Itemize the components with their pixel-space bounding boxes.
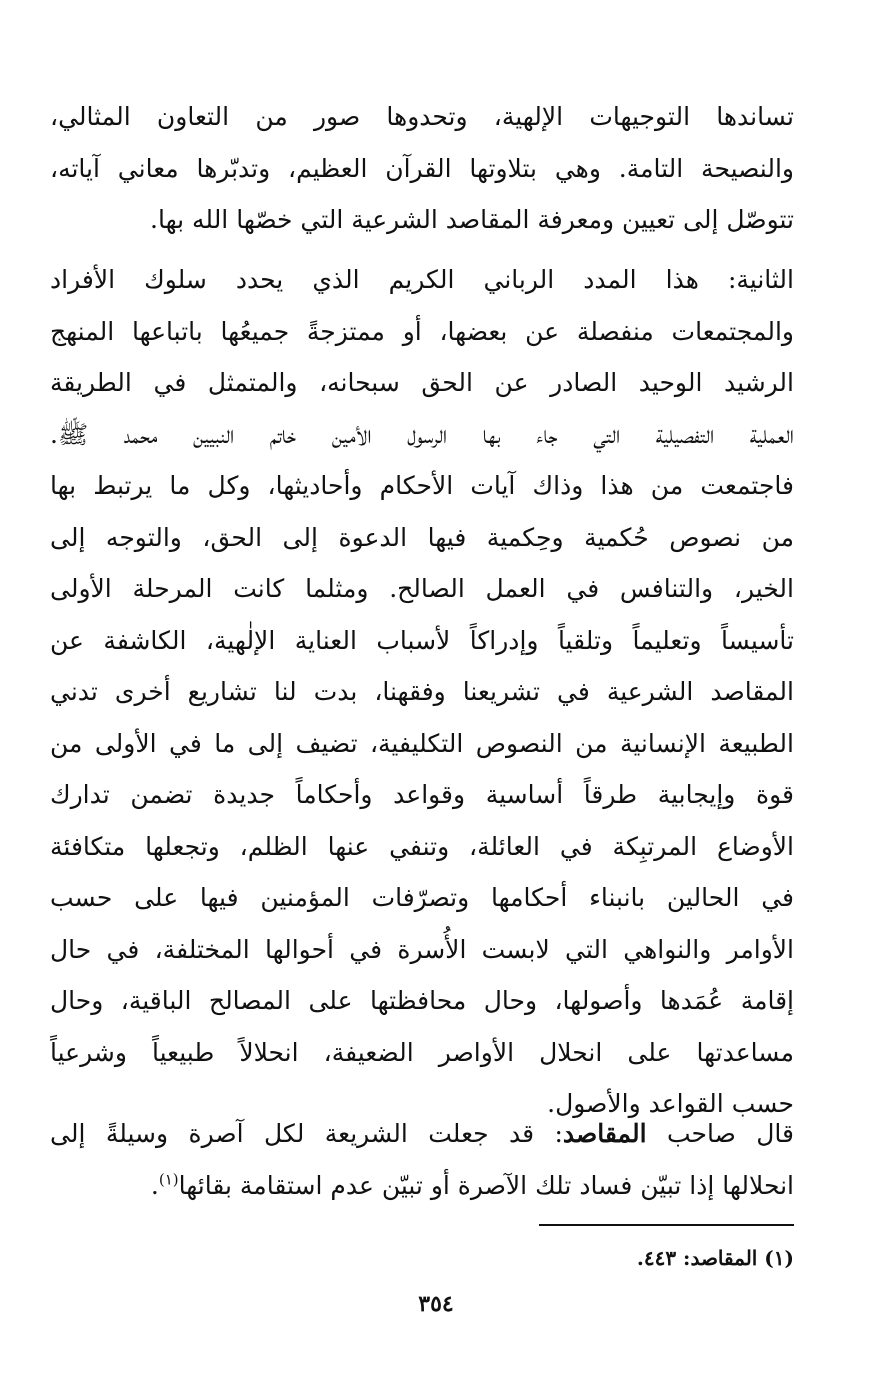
text-line: فاجتمعت من هذا وذاك آيات الأحكام وأحاديثها، وكل ما يرتبط بها (50, 471, 794, 500)
text-line: والنصيحة التامة. وهي بتلاوتها القرآن العظيم، وتدبّرها معاني آياته، (50, 153, 794, 183)
text-line: تتوصّل إلى تعيين ومعرفة المقاصد الشرعية التي خصّها الله بها. (150, 205, 794, 234)
book-title: المقاصد (562, 1119, 647, 1148)
text-line: الثانية: هذا المدد الرباني الكريم الذي يحدد سلوك الأفراد (50, 265, 794, 294)
text-line: والمجتمعات منفصلة عن بعضها، أو ممتزجةً جميعُها باتباعها المنهج (50, 316, 794, 346)
footnote-reference[interactable]: (١) (158, 1170, 179, 1189)
quote-intro: قال صاحب (646, 1119, 794, 1148)
text-line: قوة وإيجابية طرقاً أساسية وقواعد وأحكاماً جديدة تضمن تدارك (50, 780, 794, 809)
text-line (50, 1160, 794, 1212)
text-line: من نصوص حُكمية وحِكمية فيها الدعوة إلى الحق، والتوجه إلى (50, 522, 794, 552)
quote-end: . (150, 1170, 159, 1200)
text-line: المقاصد الشرعية في تشريعنا وفقهنا، بدت لنا تشاريع أخرى تدني (50, 677, 794, 706)
quote-text: : قد جعلت الشريعة لكل آصرة وسيلةً إلى (50, 1119, 563, 1148)
footnote-divider (539, 1224, 794, 1226)
paragraph-3 (50, 1108, 794, 1211)
footnote: (١) المقاصد: ٤٤٣. (636, 1246, 794, 1270)
text-line: إقامة عُمَدها وأصولها، وحال محافظتها على المصالح الباقية، وحال (50, 986, 794, 1015)
text-line: الأوضاع المرتبِكة في العائلة، وتنفي عنها الظلم، وتجعلها متكافئة (50, 831, 794, 861)
text-line: الأوامر والنواهي التي لابست الأُسرة في أحوالها المختلفة، في حال (50, 934, 794, 964)
text-line: حسب القواعد والأصول. (547, 1089, 794, 1118)
text-line: الخير، والتنافس في العمل الصالح. ومثلما كانت المرحلة الأولى (50, 574, 794, 603)
text-line: الرشيد الوحيد الصادر عن الحق سبحانه، والمتمثل في الطريقة (50, 368, 794, 397)
text-line: الطبيعة الإنسانية من النصوص التكليفية، تضيف إلى ما في الأولى من (50, 728, 794, 758)
text-line: العملية التفصيلية التي جاء بها الرسول الأمين خاتم النبيين محمد ﷺ. (50, 419, 794, 449)
page-number: ٣٥٤ (418, 1291, 454, 1317)
text-line: تساندها التوجيهات الإلهية، وتحدوها صور من التعاون المثالي، (50, 102, 794, 131)
quote-text: انحلالها إذا تبيّن فساد تلك الآصرة أو تبيّن عدم استقامة بقائها (178, 1170, 794, 1200)
text-line: تأسيساً وتعليماً وتلقياً وإدراكاً لأسباب العناية الإلٰهية، الكاشفة عن (50, 625, 794, 655)
paragraph-1 (50, 91, 794, 246)
text-line: في الحالين بانبناء أحكامها وتصرّفات المؤمنين فيها على حسب (50, 883, 794, 912)
paragraph-2 (50, 254, 794, 1130)
text-line (50, 1108, 794, 1160)
text-line: مساعدتها على انحلال الأواصر الضعيفة، انحلالاً طبيعياً وشرعياً (50, 1037, 794, 1067)
